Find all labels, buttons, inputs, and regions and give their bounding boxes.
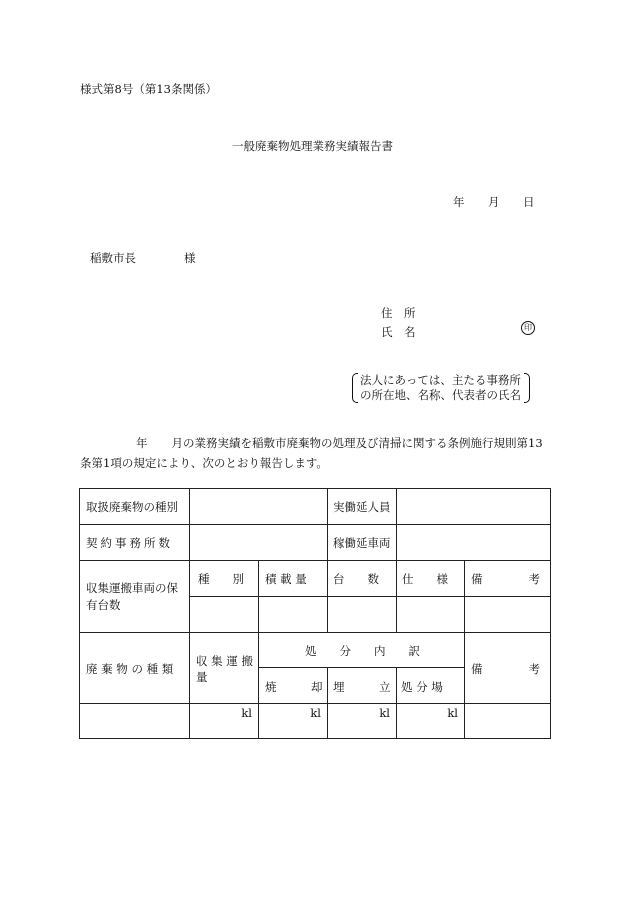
form-number: 様式第8号（第13条関係） — [80, 82, 217, 96]
waste-type-handled-label: 取扱廃棄物の種別 — [86, 500, 178, 514]
recipient — [90, 250, 196, 266]
unit-label: kl — [310, 706, 321, 720]
disposal-site-label: 処 分 場 — [401, 680, 443, 694]
corporation-note — [352, 372, 530, 402]
unit-label: kl — [447, 706, 458, 720]
waste-kind-input[interactable] — [79, 703, 190, 739]
label-cell — [79, 488, 190, 525]
date-year: 年 — [453, 195, 465, 209]
remarks-input[interactable] — [464, 703, 551, 739]
label-cell — [464, 632, 551, 704]
recipient-honorific: 様 — [184, 251, 196, 265]
operating-vehicles-label: 稼働延車両 — [333, 536, 391, 550]
label-cell — [189, 560, 259, 597]
collection-amount-label-line1: 収 集 運 搬 — [196, 654, 253, 668]
label-cell — [189, 632, 259, 704]
vehicle-spec-input[interactable] — [396, 596, 465, 633]
vehicle-count-label-line1: 収集運搬車両の保 — [86, 581, 178, 595]
landfill-label: 埋 立 — [333, 680, 391, 694]
waste-type-handled-input[interactable] — [189, 488, 328, 525]
label-cell — [396, 667, 465, 704]
landfill-input[interactable] — [327, 703, 397, 739]
vehicle-remarks-input[interactable] — [464, 596, 551, 633]
unit-label: kl — [379, 706, 390, 720]
vehicle-kind-input[interactable] — [189, 596, 259, 633]
vehicle-units-input[interactable] — [327, 596, 397, 633]
label-cell — [79, 632, 190, 704]
label-cell — [464, 560, 551, 597]
waste-kind-label: 廃 棄 物 の 種 類 — [86, 662, 174, 676]
address-label: 住 所 — [381, 306, 416, 320]
vehicle-spec-header: 仕 様 — [402, 572, 448, 586]
label-cell — [258, 560, 328, 597]
corporation-note-line1: 法人にあっては、主たる事務所 — [360, 373, 521, 387]
seal-mark: 印 — [521, 321, 535, 335]
label-cell — [258, 632, 465, 668]
actual-workers-input[interactable] — [396, 488, 551, 525]
name-label: 氏 名 — [381, 325, 416, 339]
actual-workers-label: 実働延人員 — [333, 500, 391, 514]
label-cell — [396, 560, 465, 597]
operating-vehicles-input[interactable] — [396, 524, 551, 561]
label-cell — [327, 667, 397, 704]
contract-offices-label: 契約事務所数 — [86, 536, 173, 550]
contract-offices-input[interactable] — [189, 524, 328, 561]
vehicle-capacity-input[interactable] — [258, 596, 328, 633]
vehicle-kind-header: 種 別 — [198, 572, 244, 586]
label-cell — [258, 667, 328, 704]
remarks-label: 備 考 — [471, 662, 540, 676]
vehicle-count-label-line2: 有台数 — [86, 598, 121, 612]
right-bracket — [524, 373, 530, 403]
label-cell — [327, 524, 397, 561]
body-year: 年 — [136, 436, 148, 450]
body-sentence2: 条第1項の規定により、次のとおり報告します。 — [80, 456, 328, 470]
document-title: 一般廃棄物処理業務実績報告書 — [232, 139, 393, 153]
corporation-note-line2: の所在地、名称、代表者の氏名 — [360, 388, 521, 402]
recipient-name: 稲敷市長 — [90, 251, 136, 265]
collection-amount-input[interactable] — [189, 703, 259, 739]
incineration-input[interactable] — [258, 703, 328, 739]
disposal-site-input[interactable] — [396, 703, 465, 739]
collection-amount-label-line2: 量 — [196, 670, 208, 684]
body-sentence1: 月の業務実績を稲敷市廃棄物の処理及び清掃に関する条例施行規則第13 — [171, 436, 543, 450]
label-cell — [327, 560, 397, 597]
date-month: 月 — [488, 195, 500, 209]
body-text — [80, 433, 543, 473]
date-day: 日 — [523, 195, 535, 209]
disposal-breakdown-label: 処 分 内 訳 — [305, 644, 420, 658]
label-cell — [327, 488, 397, 525]
left-bracket — [352, 373, 358, 403]
vehicle-remarks-header: 備 考 — [471, 572, 540, 586]
vehicle-capacity-header: 積 載 量 — [265, 572, 307, 586]
vehicle-units-header: 台 数 — [333, 572, 379, 586]
label-cell — [79, 524, 190, 561]
label-cell — [79, 560, 190, 633]
incineration-label: 焼 却 — [265, 680, 323, 694]
unit-label: kl — [241, 706, 252, 720]
